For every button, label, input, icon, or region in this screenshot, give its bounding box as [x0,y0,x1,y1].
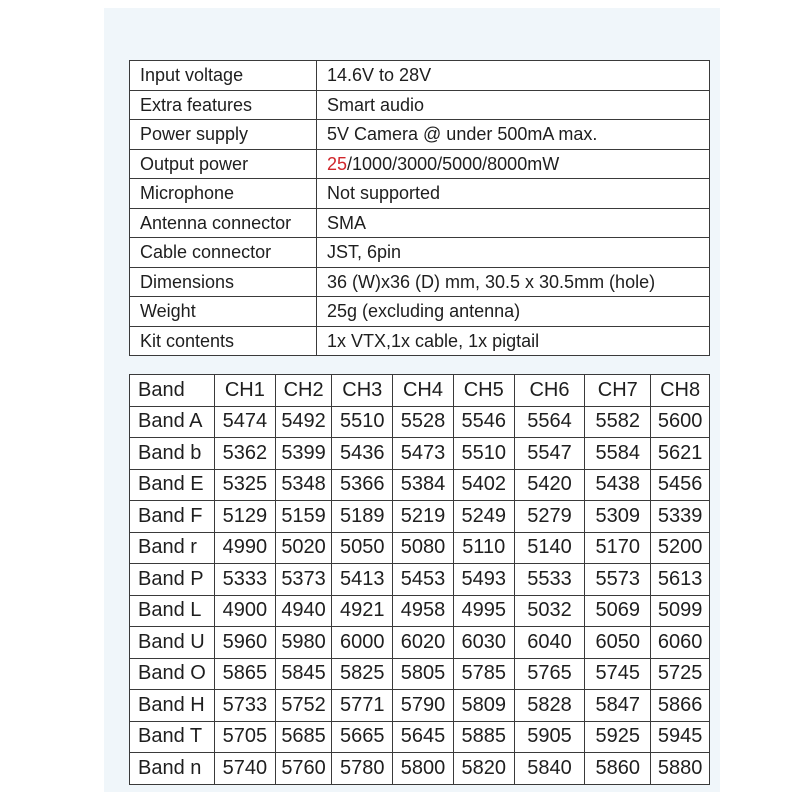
band-name-cell: Band L [130,595,215,627]
spec-label: Dimensions [130,267,317,297]
frequency-table-body [130,406,710,784]
frequency-cell: 5809 [453,690,514,722]
frequency-cell: 5790 [393,690,454,722]
channel-column-header: CH8 [651,375,710,407]
band-name-cell: Band P [130,564,215,596]
frequency-cell: 5279 [514,501,585,533]
frequency-cell: 5384 [393,469,454,501]
frequency-cell: 5474 [215,406,276,438]
frequency-cell: 5510 [332,406,393,438]
frequency-cell: 5740 [215,753,276,785]
frequency-cell: 5564 [514,406,585,438]
frequency-cell: 5613 [651,564,710,596]
frequency-cell: 5493 [453,564,514,596]
spec-table-body [130,61,710,356]
band-name-cell: Band E [130,469,215,501]
frequency-row [130,658,710,690]
spec-value: 1x VTX,1x cable, 1x pigtail [317,326,710,356]
frequency-cell: 5309 [585,501,651,533]
spec-value-rest: /1000/3000/5000/8000mW [347,153,560,174]
spec-row [130,326,710,356]
frequency-cell: 5584 [585,438,651,470]
spec-row [130,297,710,327]
spec-value: Not supported [317,179,710,209]
frequency-cell: 5402 [453,469,514,501]
frequency-row [130,690,710,722]
frequency-cell: 5621 [651,438,710,470]
frequency-cell: 5189 [332,501,393,533]
frequency-cell: 5771 [332,690,393,722]
frequency-cell: 5785 [453,658,514,690]
frequency-cell: 5945 [651,721,710,753]
spec-label: Power supply [130,120,317,150]
frequency-cell: 5362 [215,438,276,470]
frequency-cell: 5333 [215,564,276,596]
frequency-cell: 5645 [393,721,454,753]
frequency-cell: 5325 [215,469,276,501]
frequency-cell: 5885 [453,721,514,753]
frequency-cell: 4921 [332,595,393,627]
frequency-cell: 6000 [332,627,393,659]
frequency-cell: 5249 [453,501,514,533]
frequency-cell: 5080 [393,532,454,564]
frequency-cell: 5828 [514,690,585,722]
frequency-cell: 5492 [275,406,332,438]
frequency-cell: 5733 [215,690,276,722]
spec-label: Antenna connector [130,208,317,238]
frequency-cell: 5866 [651,690,710,722]
channel-column-header: CH1 [215,375,276,407]
frequency-row [130,753,710,785]
spec-value: 25g (excluding antenna) [317,297,710,327]
spec-row [130,90,710,120]
channel-column-header: CH6 [514,375,585,407]
band-name-cell: Band A [130,406,215,438]
spec-value: 36 (W)x36 (D) mm, 30.5 x 30.5mm (hole) [317,267,710,297]
frequency-cell: 5847 [585,690,651,722]
frequency-cell: 5020 [275,532,332,564]
frequency-row [130,627,710,659]
frequency-cell: 6030 [453,627,514,659]
frequency-cell: 5752 [275,690,332,722]
spec-value-highlight: 25 [327,153,348,174]
frequency-row [130,406,710,438]
band-name-cell: Band r [130,532,215,564]
spec-label: Cable connector [130,238,317,268]
spec-row [130,61,710,91]
frequency-cell: 5780 [332,753,393,785]
frequency-cell: 5453 [393,564,454,596]
frequency-cell: 5805 [393,658,454,690]
frequency-cell: 5170 [585,532,651,564]
frequency-cell: 5547 [514,438,585,470]
frequency-cell: 4940 [275,595,332,627]
frequency-cell: 5348 [275,469,332,501]
frequency-table [129,374,710,785]
frequency-cell: 5745 [585,658,651,690]
frequency-cell: 5528 [393,406,454,438]
frequency-cell: 5820 [453,753,514,785]
frequency-cell: 5069 [585,595,651,627]
frequency-cell: 5845 [275,658,332,690]
frequency-cell: 5533 [514,564,585,596]
frequency-cell: 5399 [275,438,332,470]
frequency-cell: 5800 [393,753,454,785]
spec-value: SMA [317,208,710,238]
frequency-cell: 5099 [651,595,710,627]
spec-label: Output power [130,149,317,179]
channel-column-header: CH7 [585,375,651,407]
frequency-cell: 4958 [393,595,454,627]
frequency-cell: 5032 [514,595,585,627]
frequency-cell: 5366 [332,469,393,501]
frequency-cell: 5880 [651,753,710,785]
frequency-cell: 5420 [514,469,585,501]
band-name-cell: Band F [130,501,215,533]
frequency-cell: 5582 [585,406,651,438]
frequency-cell: 5905 [514,721,585,753]
spec-label: Input voltage [130,61,317,91]
frequency-cell: 5765 [514,658,585,690]
frequency-row [130,532,710,564]
frequency-cell: 6040 [514,627,585,659]
frequency-cell: 5960 [215,627,276,659]
frequency-cell: 5200 [651,532,710,564]
frequency-cell: 5600 [651,406,710,438]
spec-value: 14.6V to 28V [317,61,710,91]
frequency-cell: 5725 [651,658,710,690]
spec-value [317,149,710,179]
frequency-cell: 6060 [651,627,710,659]
frequency-cell: 6050 [585,627,651,659]
channel-column-header: CH3 [332,375,393,407]
frequency-row [130,438,710,470]
frequency-cell: 5925 [585,721,651,753]
frequency-cell: 5438 [585,469,651,501]
frequency-cell: 5665 [332,721,393,753]
frequency-cell: 5865 [215,658,276,690]
frequency-cell: 4995 [453,595,514,627]
channel-column-header: CH5 [453,375,514,407]
frequency-cell: 6020 [393,627,454,659]
spec-row [130,179,710,209]
spec-label: Extra features [130,90,317,120]
spec-row [130,208,710,238]
spec-label: Weight [130,297,317,327]
band-name-cell: Band U [130,627,215,659]
frequency-cell: 5825 [332,658,393,690]
frequency-cell: 4900 [215,595,276,627]
frequency-cell: 5129 [215,501,276,533]
spec-value: Smart audio [317,90,710,120]
frequency-cell: 5980 [275,627,332,659]
frequency-cell: 5840 [514,753,585,785]
frequency-cell: 5860 [585,753,651,785]
spec-value: JST, 6pin [317,238,710,268]
frequency-cell: 5159 [275,501,332,533]
frequency-cell: 4990 [215,532,276,564]
frequency-header-row [130,375,710,407]
spec-row [130,149,710,179]
frequency-cell: 5050 [332,532,393,564]
frequency-cell: 5473 [393,438,454,470]
frequency-cell: 5760 [275,753,332,785]
frequency-cell: 5510 [453,438,514,470]
frequency-cell: 5140 [514,532,585,564]
frequency-cell: 5573 [585,564,651,596]
frequency-cell: 5373 [275,564,332,596]
channel-column-header: CH2 [275,375,332,407]
frequency-cell: 5546 [453,406,514,438]
spec-table [129,60,710,356]
band-name-cell: Band O [130,658,215,690]
channel-column-header: CH4 [393,375,454,407]
band-name-cell: Band T [130,721,215,753]
spec-row [130,238,710,268]
band-name-cell: Band H [130,690,215,722]
frequency-cell: 5339 [651,501,710,533]
frequency-row [130,595,710,627]
frequency-cell: 5219 [393,501,454,533]
frequency-cell: 5413 [332,564,393,596]
frequency-cell: 5705 [215,721,276,753]
frequency-cell: 5456 [651,469,710,501]
band-name-cell: Band b [130,438,215,470]
spec-label: Microphone [130,179,317,209]
spec-value: 5V Camera @ under 500mA max. [317,120,710,150]
frequency-cell: 5436 [332,438,393,470]
band-name-cell: Band n [130,753,215,785]
frequency-cell: 5685 [275,721,332,753]
spec-label: Kit contents [130,326,317,356]
frequency-row [130,564,710,596]
band-column-header: Band [130,375,215,407]
frequency-cell: 5110 [453,532,514,564]
frequency-row [130,469,710,501]
frequency-row [130,721,710,753]
frequency-row [130,501,710,533]
spec-row [130,120,710,150]
spec-row [130,267,710,297]
